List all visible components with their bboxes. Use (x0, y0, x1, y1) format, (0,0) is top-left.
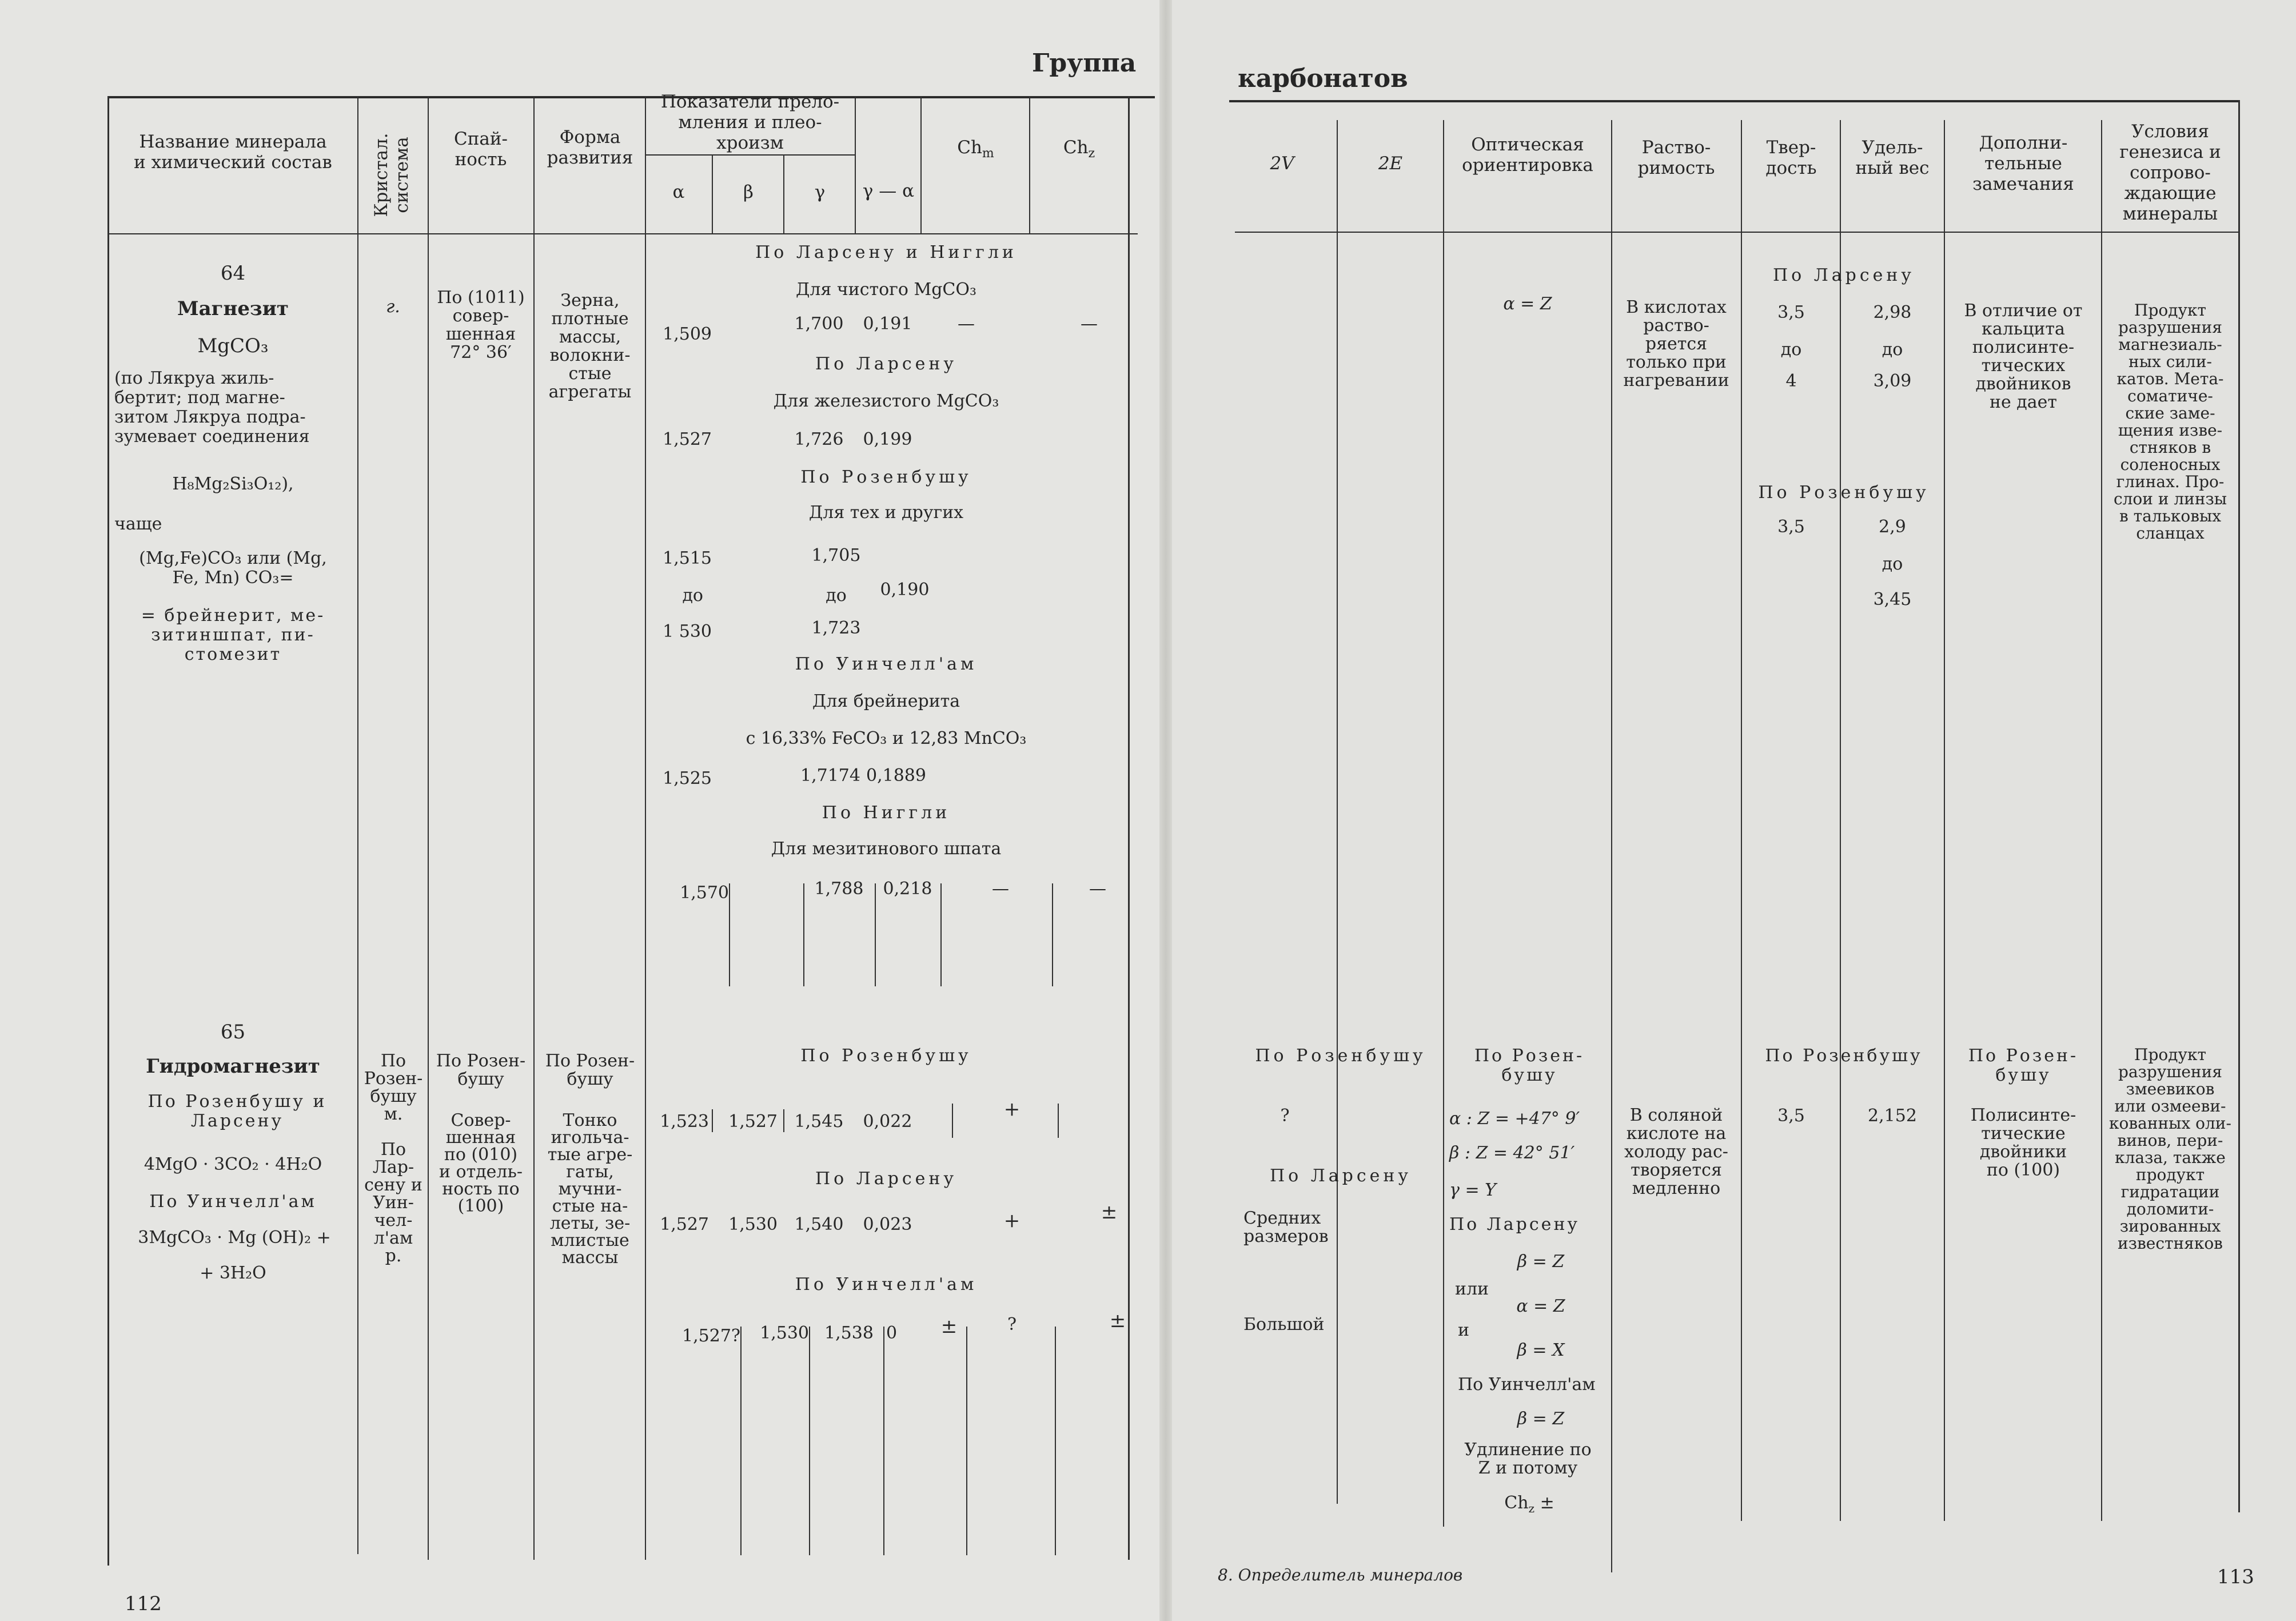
m64-sub-4b: с 16,33% FeCO₃ и 12,83 MnCO₃ (746, 728, 1027, 748)
col-sep-2e (1443, 120, 1444, 1527)
col-header-habit: Форма развития (547, 127, 633, 168)
m65-solubility: В соляной кислоте на холоду рас- творяется медленно (1624, 1105, 1728, 1198)
m65-r2-beta: 1,530 (728, 1214, 778, 1234)
m64-density-1: 2,98 (1873, 302, 1912, 322)
m64-r5-alpha: 1,570 (680, 883, 729, 903)
col-header-alpha: α (672, 182, 685, 202)
col-sep-chm (1029, 96, 1030, 234)
m65-optic-or: или (1455, 1279, 1489, 1299)
m64-sub-5: Для мезитинового шпата (771, 839, 1002, 859)
m64-hardness-2: 4 (1785, 371, 1797, 391)
left-right-border (1128, 96, 1130, 1560)
mineral-65-cleavage-source: По Розен- бушу (436, 1051, 526, 1089)
m65-notes-source: По Розен- бушу (1968, 1046, 2079, 1085)
col-header-refraction: Показатели прело- мления и плео- хроизм (660, 91, 840, 153)
mineral-65-formula-2: 3MgCO₃ · Mg (OH)₂ + (138, 1228, 331, 1248)
m64-r3-gamma-do: до (826, 586, 847, 606)
m64-solubility: В кислотах раство- ряется только при нагревании (1623, 297, 1729, 391)
col-sep-gamma (855, 96, 856, 234)
left-border (107, 96, 109, 1566)
m64-density-4: 3,45 (1873, 590, 1912, 610)
m64-hardness-3: 3,5 (1777, 517, 1805, 537)
m65-optic-3: γ = Y (1449, 1180, 1496, 1200)
m65-r1-sep-b (783, 1109, 784, 1132)
m65-density: 2,152 (1868, 1106, 1917, 1126)
m65-2v-source-2: По Ларсену (1269, 1166, 1412, 1186)
m64-sub-4: Для брейнерита (812, 691, 960, 711)
col-sep-alpha (712, 154, 713, 234)
m65-optic-source-3: По Уинчелл'ам (1458, 1375, 1596, 1395)
m64-r3-alpha-1: 1,515 (663, 548, 712, 568)
m65-r1-beta: 1,527 (728, 1112, 778, 1132)
m65-source-3: По Уинчелл'ам (795, 1275, 978, 1295)
m64-r5-gamma-alpha: 0,218 (883, 879, 932, 899)
m65-r3-sep-ga (966, 1327, 967, 1555)
header-bottom-rule-right (1235, 232, 2238, 233)
m65-r2-chm: + (1003, 1209, 1021, 1232)
m65-genesis: Продукт разрушения змеевиков или озмееви- кованных оли- винов, пери- клаза, также продукт гидратации доломити- зированных известняков (2109, 1045, 2231, 1253)
m65-r3-beta: 1,530 (760, 1323, 809, 1343)
m64-sub-3: Для тех и других (808, 503, 964, 523)
mineral-65-habit: Тонко игольча- тые агре- гаты, мучни- стые на- леты, зе- млистые массы (547, 1110, 633, 1268)
m64-density-2: 3,09 (1873, 371, 1912, 391)
m64-sub-2: Для железистого MgCO₃ (773, 391, 999, 411)
m65-r3-sep-a (740, 1327, 742, 1555)
m64-r2-gamma-alpha: 0,199 (863, 429, 912, 449)
m65-2v-3: Большой (1243, 1315, 1325, 1335)
m65-r2-gamma-alpha: 0,023 (863, 1214, 912, 1234)
mineral-65-desc-2: По Уинчелл'ам (149, 1192, 317, 1212)
header-bottom-rule-left (109, 233, 1138, 234)
col-header-optic: Оптическая ориентировка (1462, 134, 1593, 176)
m65-optic-8: Удлинение по Z и потому (1464, 1440, 1592, 1478)
m64-r5-sep-gamma (875, 883, 876, 986)
col-header-hardness: Твер- дость (1765, 137, 1817, 178)
m65-r3-chm: ? (1007, 1315, 1017, 1335)
m65-r1-sep-a (712, 1109, 713, 1132)
col-header-cleavage: Спай- ность (454, 129, 508, 170)
m65-optic-source-2: По Ларсену (1449, 1214, 1580, 1234)
m64-r5-sep-ga (940, 883, 942, 986)
m65-optic-7: β = Z (1517, 1409, 1565, 1429)
m64-genesis: Продукт разрушения магнезиаль- ных сили- катов. Мета- соматиче- ские заме- щения изве- стняков в соленосных глинах. Про- слои и линзы в тальковых сланцах (2113, 301, 2227, 543)
book-gutter (1159, 0, 1172, 1621)
page-number-left: 112 (125, 1592, 162, 1615)
col-header-2e: 2E (1378, 153, 1403, 174)
mineral-65-cleavage: Совер- шенная по (010) и отдель- ность по (100) (439, 1110, 523, 1216)
m65-2v-1: ? (1280, 1106, 1290, 1126)
m65-r1-gamma: 1,545 (794, 1112, 844, 1132)
m64-r3-gamma-2: 1,723 (811, 618, 861, 638)
m64-r2-alpha: 1,527 (663, 429, 712, 449)
m65-optic-1: α : Z = +47° 9′ (1449, 1109, 1580, 1129)
col-header-gamma-alpha: γ — α (862, 181, 915, 201)
m64-r3-alpha-do: до (682, 586, 703, 606)
m64-density-do: до (1882, 340, 1903, 360)
m64-source-4: По Уинчелл'ам (795, 654, 978, 674)
page-number-right: 113 (2217, 1566, 2254, 1588)
mineral-65-habit-source: По Розен- бушу (545, 1051, 635, 1089)
col-header-2v: 2V (1270, 153, 1294, 174)
m65-r2-gamma: 1,540 (794, 1214, 844, 1234)
table-top-rule-right (1229, 100, 2238, 102)
col-sep-beta (783, 154, 784, 234)
m64-r5-gamma: 1,788 (814, 879, 864, 899)
m65-r1-gamma-alpha: 0,022 (863, 1112, 912, 1132)
group-title-right: карбонатов (1238, 64, 1408, 93)
m65-hardness: 3,5 (1777, 1106, 1805, 1126)
col-sep-2v (1337, 120, 1338, 1504)
m65-optic-source-1: По Розен- бушу (1474, 1046, 1585, 1085)
mineral-64-crystal: г. (386, 297, 400, 317)
right-page (1166, 0, 2296, 1621)
m65-2v-2: Средних размеров (1243, 1208, 1329, 1246)
m65-hd-source: По Розенбушу (1765, 1046, 1923, 1066)
m64-hd-source-1: По Ларсену (1772, 265, 1915, 285)
m65-r3-alpha: 1,527? (682, 1326, 740, 1346)
m64-hardness-do: до (1780, 340, 1802, 360)
m64-r4-alpha: 1,525 (663, 768, 712, 788)
col-header-genesis: Условия генезиса и сопрово- ждающие минералы (2119, 121, 2221, 224)
m64-r5-chz: — (1089, 879, 1106, 899)
col-sep-habit (533, 96, 535, 1560)
mineral-65-formula-1: 4MgO · 3CO₂ · 4H₂O (144, 1154, 322, 1174)
col-sep-density (1944, 120, 1945, 1521)
m65-r3-sep-g (883, 1327, 884, 1555)
mineral-65-crystal: По Розен- бушу м. По Лар- сену и Уин- чел- л'ам р. (364, 1051, 423, 1266)
m64-density-do-2: до (1882, 554, 1903, 574)
right-border (2238, 100, 2240, 1512)
m64-source-2: По Ларсену (815, 354, 958, 374)
m65-optic-2: β : Z = 42° 51′ (1449, 1143, 1575, 1163)
m64-hd-source-2: По Розенбушу (1758, 483, 1930, 503)
mineral-65-number: 65 (220, 1021, 246, 1044)
m64-r2-gamma: 1,726 (794, 429, 844, 449)
m65-r3-sep-b (809, 1327, 810, 1555)
m64-hardness-1: 3,5 (1777, 302, 1805, 322)
m64-r3-gamma-alpha: 0,190 (880, 580, 930, 600)
col-header-solubility: Раство- римость (1637, 137, 1715, 178)
m64-source-1: По Ларсену и Ниггли (755, 242, 1017, 262)
m64-r5-sep-alpha (729, 883, 730, 986)
m65-2v-source-1: По Розенбушу (1255, 1046, 1426, 1066)
m64-r1-alpha: 1,509 (663, 324, 712, 344)
m64-r5-sep-chm (1052, 883, 1053, 986)
footnote-signature: 8. Определитель минералов (1218, 1566, 1463, 1584)
m65-optic-4: β = Z (1517, 1252, 1565, 1272)
col-sep-notes (2101, 120, 2102, 1521)
mineral-64-desc-1: (по Лякруа жиль- бертит; под магне- зитом Лякруа подра- зумевает соединения (114, 368, 310, 447)
m64-r1-gamma-alpha: 0,191 (863, 314, 912, 334)
mineral-64-desc-4: (Mg,Fe)CO₃ или (Mg, Fe, Mn) CO₃= (139, 548, 327, 588)
m65-notes: Полисинте- тические двойники по (100) (1970, 1105, 2076, 1180)
m65-r3-sep-chm (1055, 1327, 1056, 1555)
mineral-64-formula: MgCO₃ (197, 334, 269, 357)
m65-r1-sep-ga (952, 1104, 953, 1138)
m65-r3-gamma-alpha-sign: ± (940, 1315, 958, 1338)
m64-r4-gamma-alpha: 0,1889 (866, 766, 926, 786)
m64-r3-gamma-1: 1,705 (811, 545, 861, 565)
mineral-64-desc-3: чаще (114, 514, 162, 534)
mineral-65-desc-1: По Розенбушу и Ларсену (148, 1092, 327, 1131)
m65-r1-chm: + (1003, 1098, 1021, 1121)
m65-r2-alpha: 1,527 (660, 1214, 709, 1234)
mineral-64-habit: Зерна, плотные массы, волокни- стые агрегаты (548, 290, 632, 402)
m64-r5-sep-beta (803, 883, 804, 986)
m64-notes: В отличие от кальцита полисинте- тических двойников не дает (1964, 301, 2083, 412)
m65-optic-6: β = X (1517, 1340, 1565, 1360)
m64-r1-gamma: 1,700 (794, 314, 844, 334)
m64-sub-1: Для чистого MgCO₃ (795, 280, 976, 300)
col-sep-gamma-alpha (920, 96, 922, 234)
mineral-65-formula-3: + 3H₂O (200, 1263, 266, 1283)
col-header-gamma: γ (814, 182, 826, 202)
m64-source-3: По Розенбушу (800, 467, 972, 487)
m64-r1-chz: — (1081, 314, 1098, 334)
m65-r3-gamma: 1,538 (824, 1323, 874, 1343)
m64-optic: α = Z (1503, 294, 1552, 314)
m65-r3-chz: ± (1109, 1309, 1126, 1332)
m64-source-5: По Ниггли (822, 803, 951, 823)
col-sep-optic (1611, 120, 1612, 1572)
col-header-beta: β (743, 182, 754, 202)
m65-r3-gamma-alpha: 0 (886, 1323, 898, 1343)
col-sep-crystal (357, 96, 358, 1554)
refraction-subheader-rule (646, 154, 855, 156)
m64-r4-gamma: 1,7174 (800, 766, 860, 786)
mineral-64-number: 64 (220, 262, 246, 285)
m65-source-1: По Розенбушу (800, 1046, 972, 1066)
m65-r2-chz: ± (1101, 1201, 1118, 1224)
col-header-crystal: Кристал. система (371, 133, 412, 217)
m64-r3-alpha-2: 1 530 (663, 622, 712, 642)
mineral-64-desc-5: = брейнерит, ме- зитиншпат, пи- стомезит (141, 606, 325, 664)
col-sep-cleavage (428, 96, 429, 1560)
col-header-notes: Дополни- тельные замечания (1972, 133, 2074, 194)
col-sep-solubility (1741, 120, 1742, 1521)
m64-r1-chm: — (958, 314, 975, 334)
col-header-density: Удель- ный вес (1855, 137, 1930, 178)
col-header-name: Название минерала и химический состав (134, 132, 332, 173)
m65-r1-alpha: 1,523 (660, 1112, 709, 1132)
m64-density-3: 2,9 (1879, 517, 1906, 537)
mineral-64-name: Магнезит (177, 297, 289, 320)
col-sep-hardness (1840, 120, 1841, 1521)
table-top-rule-left (109, 96, 1155, 98)
m65-optic-and: и (1458, 1320, 1469, 1340)
m65-source-2: По Ларсену (815, 1169, 958, 1189)
m65-optic-9: $Ch_z$ ± (1504, 1493, 1554, 1515)
mineral-65-name: Гидромагнезит (146, 1055, 320, 1078)
col-header-chz: $Ch_z$ (1063, 137, 1095, 161)
col-header-chm: $Ch_m$ (957, 137, 994, 161)
mineral-64-cleavage: По (1011) совер- шенная 72° 36′ (437, 288, 525, 363)
mineral-64-desc-2: H₈Mg₂Si₃O₁₂), (172, 474, 294, 494)
m65-optic-5: α = Z (1516, 1296, 1565, 1316)
group-title-left: Группа (1032, 49, 1137, 78)
m65-r1-sep-chm (1058, 1104, 1059, 1138)
m64-r5-chm: — (992, 879, 1009, 899)
